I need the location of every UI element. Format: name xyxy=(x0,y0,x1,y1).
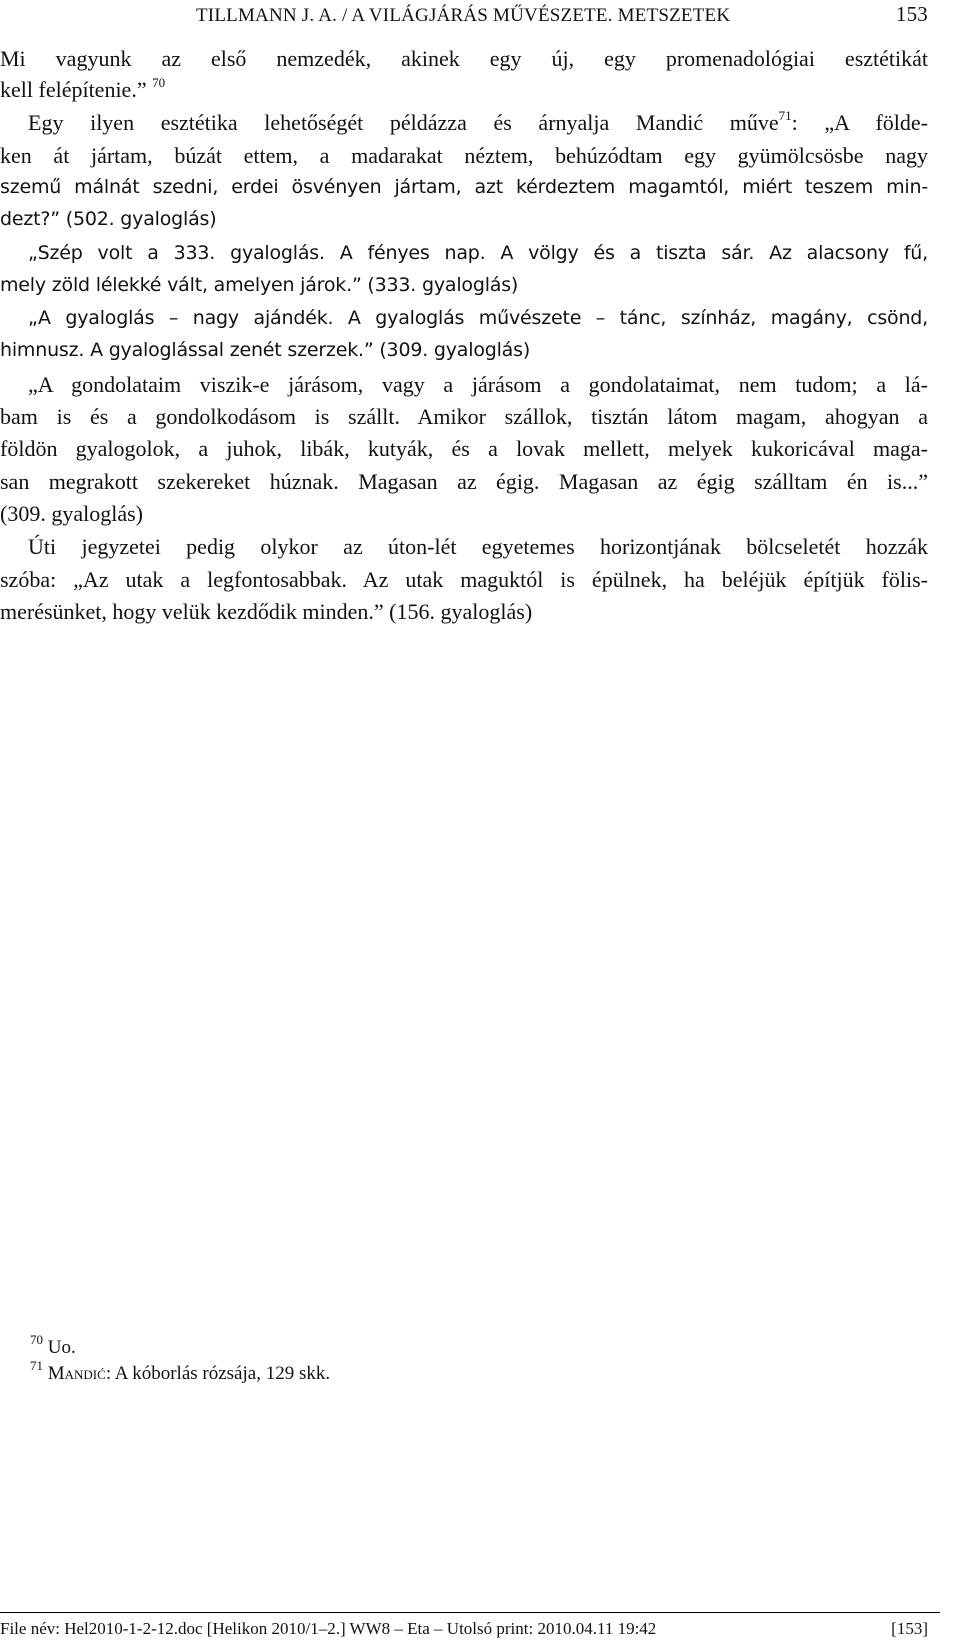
quote-line: (309. gyaloglás) xyxy=(0,501,143,526)
footnote-ref[interactable]: 71 xyxy=(778,107,792,123)
body-line: merésünket, hogy velük kezdődik minden.” (156. gyaloglás) xyxy=(0,599,533,624)
quote-line: mely zöld lélekké vált, amelyen járok.” (333. gyaloglás) xyxy=(0,274,519,296)
quote-line: „A gyaloglás – nagy ajándék. A gyaloglás művészete – tánc, színház, magány, csönd, xyxy=(28,307,928,329)
footnote-author: Mandić xyxy=(47,1363,106,1384)
page-number: 153 xyxy=(895,2,928,26)
body-line: szemű málnát szedni, erdei ösvényen jártam, azt kérdeztem magamtól, miért teszem min- xyxy=(0,176,928,198)
running-head-text: TILLMANN J. A. / A VILÁGJÁRÁS MŰVÉSZETE. METSZETEK xyxy=(196,5,731,26)
quote-line: himnusz. A gyaloglással zenét szerzek.” (309. gyaloglás) xyxy=(0,339,531,361)
body-line: szóba: „Az utak a legfontosabbak. Az utak maguktól is épülnek, ha beléjük építjük fölis- xyxy=(0,567,928,592)
body-line: Úti jegyzetei pedig olykor az úton-lét egyetemes horizontjának bölcseletét hozzák xyxy=(28,534,928,559)
quote-line: san megrakott szekereket húznak. Magasan az égig. Magasan az égig szálltam én is...” xyxy=(0,469,928,494)
quote-line: „A gondolataim viszik-e járásom, vagy a járásom a gondolataimat, nem tudom; a lá- xyxy=(28,372,928,397)
quote-line: bam is és a gondolkodásom is szállt. Amikor szállok, tisztán látom magam, ahogyan a xyxy=(0,404,928,429)
quote-line: földön gyalogolok, a juhok, libák, kutyák, és a lovak mellett, melyek kukoricával maga- xyxy=(0,436,928,461)
body-line: dezt?” (502. gyaloglás) xyxy=(0,208,217,230)
running-head xyxy=(196,5,731,26)
body-line xyxy=(0,74,960,102)
footnote-text: : A kóborlás rózsája, 129 skk. xyxy=(105,1363,331,1384)
footnote-ref[interactable]: 70 xyxy=(152,74,166,90)
quote-line: „Szép volt a 333. gyaloglás. A fényes nap. A völgy és a tiszta sár. Az alacsony fű, xyxy=(28,242,928,264)
footnote-70 xyxy=(30,1331,630,1358)
footnote-text: Uo. xyxy=(47,1337,76,1358)
body-line: Mi vagyunk az első nemzedék, akinek egy új, egy promenadológiai esztétikát xyxy=(0,46,928,71)
body-line: ken át jártam, búzát ettem, a madarakat néztem, behúzódtam egy gyümölcsösbe nagy xyxy=(0,143,928,168)
footer-page-ref: [153] xyxy=(891,1619,928,1638)
footnote-71 xyxy=(30,1357,630,1384)
body-text: kell felépítenie.” xyxy=(0,77,147,102)
body-text: : „A földe- xyxy=(791,110,928,135)
footnote-number: 70 xyxy=(30,1331,43,1347)
body-line xyxy=(28,107,928,135)
footnote-number: 71 xyxy=(30,1357,43,1373)
footer-rule xyxy=(0,1612,940,1613)
body-text: Egy ilyen esztétika lehetőségét példázza és árnyalja Mandić műve xyxy=(28,110,779,135)
footer-file-info: File név: Hel2010-1-2-12.doc [Helikon 2010/1–2.] WW8 – Eta – Utolsó print: 2010.04.11 19:42 xyxy=(0,1619,657,1638)
